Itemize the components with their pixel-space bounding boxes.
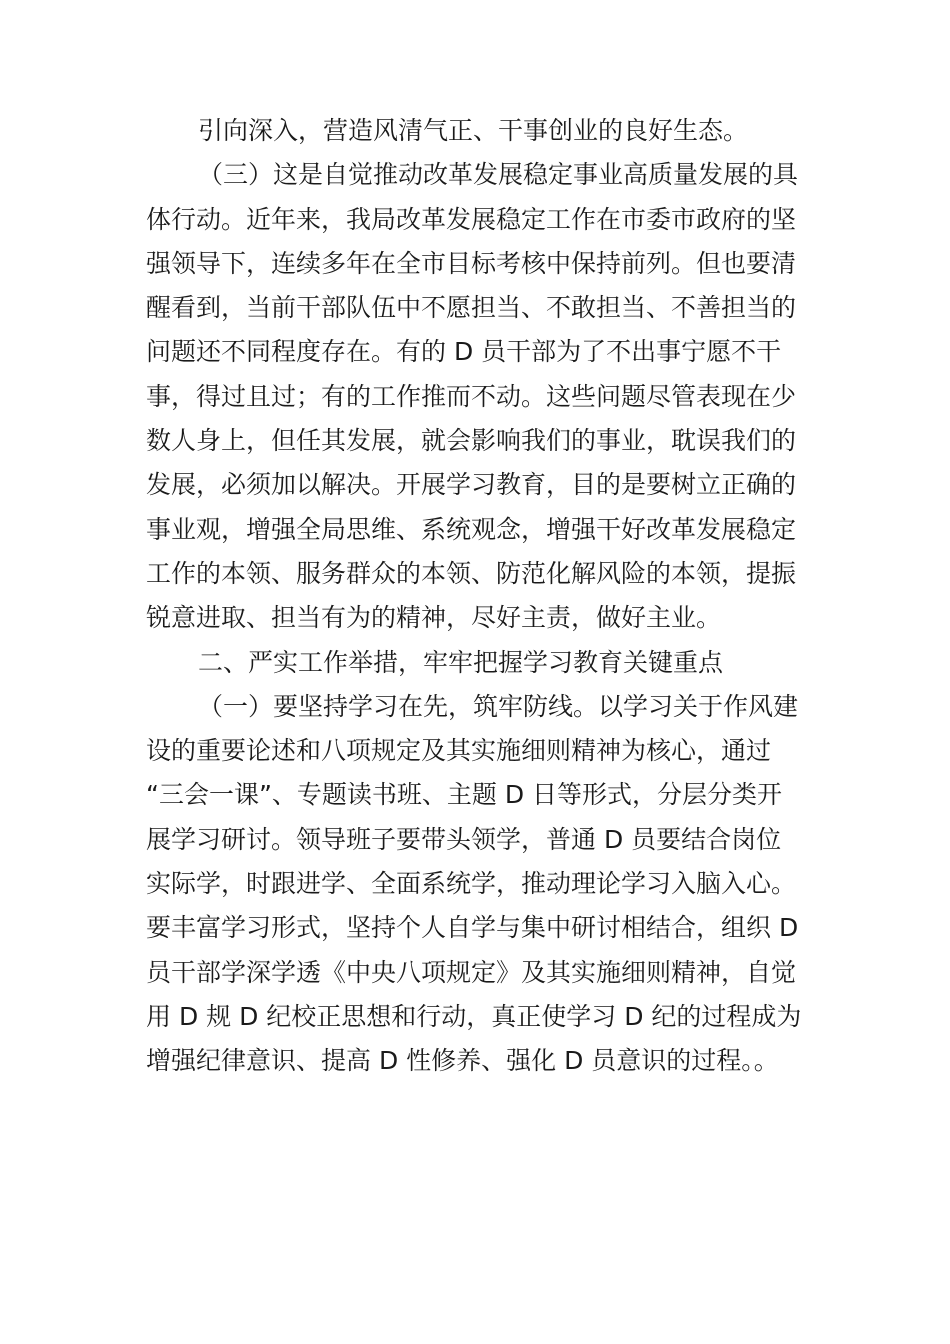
paragraph-line: 事，得过且过；有的工作推而不动。这些问题尽管表现在少 <box>146 381 797 411</box>
paragraph-line: 强领导下，连续多年在全市目标考核中保持前列。但也要清 <box>146 248 797 278</box>
paragraph-line: 事业观，增强全局思维、系统观念，增强干好改革发展稳定 <box>146 514 797 544</box>
paragraph-line: 要丰富学习形式，坚持个人自学与集中研讨相结合，组织 D <box>146 913 799 943</box>
paragraph-line: 问题还不同程度存在。有的 D 员干部为了不出事宁愿不干 <box>146 337 782 367</box>
paragraph-line: 工作的本领、服务群众的本领、防范化解风险的本领，提振 <box>146 558 797 588</box>
paragraph-line: 锐意进取、担当有为的精神，尽好主责，做好主业。 <box>146 603 722 633</box>
section-heading: 二、严实工作举措，牢牢把握学习教育关键重点 <box>198 647 724 677</box>
paragraph-line: （三）这是自觉推动改革发展稳定事业高质量发展的具 <box>198 160 799 190</box>
paragraph-line: 增强纪律意识、提高 D 性修养、强化 D 员意识的过程。。 <box>146 1046 779 1076</box>
paragraph-line: 数人身上，但任其发展，就会影响我们的事业，耽误我们的 <box>146 426 797 456</box>
paragraph-line: 体行动。近年来，我局改革发展稳定工作在市委市政府的坚 <box>146 204 797 234</box>
document-body <box>146 109 810 1084</box>
paragraph-line: 醒看到，当前干部队伍中不愿担当、不敢担当、不善担当的 <box>146 293 797 323</box>
paragraph-line: “三会一课”、专题读书班、主题 D 日等形式，分层分类开 <box>146 780 783 810</box>
paragraph-line: 员干部学深学透《中央八项规定》及其实施细则精神，自觉 <box>146 957 797 987</box>
paragraph-line: 发展，必须加以解决。开展学习教育，目的是要树立正确的 <box>146 470 797 500</box>
paragraph-line: 实际学，时跟进学、全面系统学，推动理论学习入脑入心。 <box>146 869 797 899</box>
paragraph-line: 用 D 规 D 纪校正思想和行动，真正使学习 D 纪的过程成为 <box>146 1001 802 1031</box>
paragraph-line: 设的重要论述和八项规定及其实施细则精神为核心，通过 <box>146 736 772 766</box>
paragraph-line: 展学习研讨。领导班子要带头领学，普通 D 员要结合岗位 <box>146 824 782 854</box>
paragraph-line: 引向深入，营造风清气正、干事创业的良好生态。 <box>198 116 749 145</box>
paragraph-line: （一）要坚持学习在先，筑牢防线。以学习关于作风建 <box>198 691 799 721</box>
